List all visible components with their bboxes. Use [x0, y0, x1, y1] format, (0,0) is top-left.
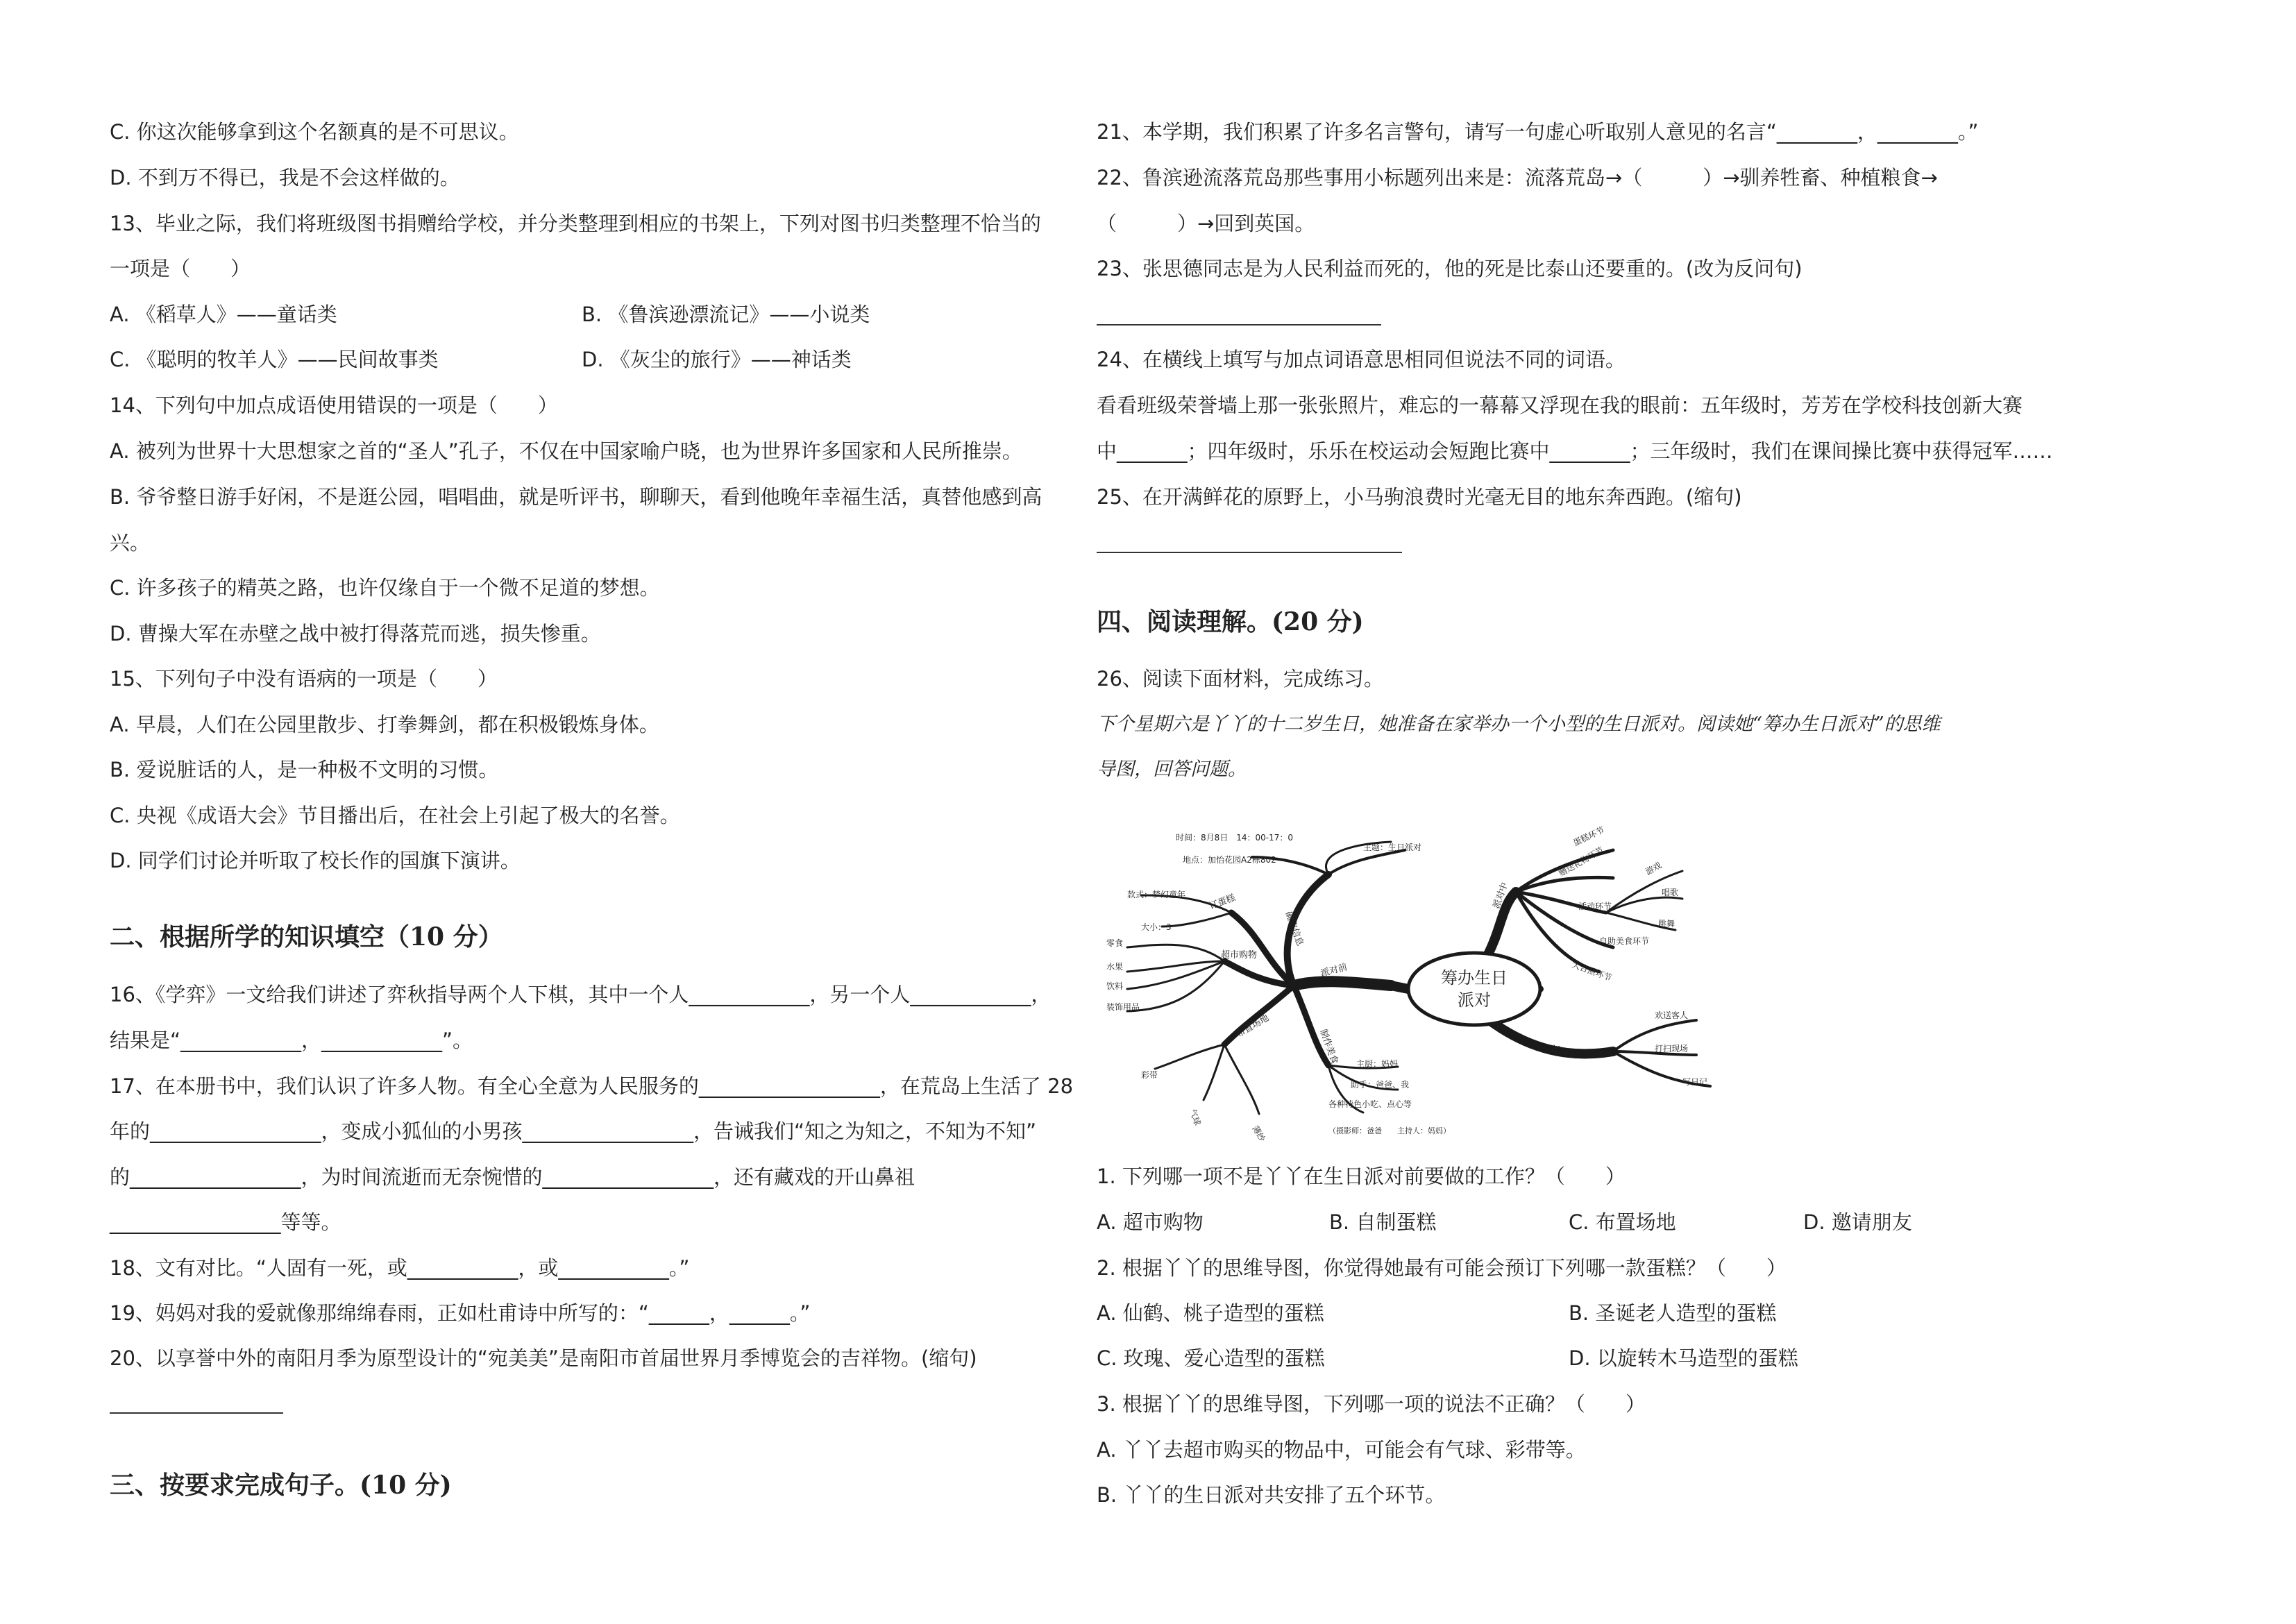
question-24-passage-cont: 中_______；四年级时，乐乐在校运动会短跑比赛中________；三年级时，我们在课间操比赛中获得冠军……	[1097, 439, 2053, 463]
leaf-gift: 赠送礼物环节	[1557, 845, 1605, 879]
leaf-helper: 助手：爸爸、我	[1351, 1080, 1410, 1090]
question-17-cont-2: 的_________________，为时间流逝而无奈惋惜的_________________，还有藏戏的开山鼻祖	[110, 1165, 915, 1189]
sub-question-3: 3. 根据丫丫的思维导图，下列哪一项的说法不正确？（ ）	[1097, 1392, 1646, 1416]
node-after: 派对后	[1549, 1044, 1579, 1061]
q15-option-c: C. 央视《成语大会》节目播出后，在社会上引起了极大的名誉。	[110, 804, 680, 827]
leaf-gauze: 薄纱	[1250, 1124, 1267, 1144]
birthday-party-mind-map	[1099, 822, 1745, 1149]
sq2-option-c: C. 玫瑰、爱心造型的蛋糕	[1097, 1346, 1325, 1370]
sq3-option-a: A. 丫丫去超市购买的物品中，可能会有气球、彩带等。	[1097, 1438, 1586, 1462]
question-24: 24、在横线上填写与加点词语意思相同但说法不同的词语。	[1097, 348, 1626, 371]
leaf-buffet: 自助美食环节	[1599, 936, 1650, 946]
q13-option-a: A. 《稻草人》——童话类	[110, 303, 337, 326]
question-13-stem: 13、毕业之际，我们将班级图书捐赠给学校，并分类整理到相应的书架上，下列对图书归类整理不恰当的	[110, 212, 1041, 235]
sq1-option-d: D. 邀请朋友	[1803, 1210, 1912, 1234]
question-20: 20、以享誉中外的南阳月季为原型设计的“宛美美”是南阳市首届世界月季博览会的吉祥物。(缩句)	[110, 1346, 977, 1370]
question-17: 17、在本册书中，我们认识了许多人物。有全心全意为人民服务的__________________，在荒岛上生活了 28	[110, 1074, 1074, 1098]
q13-option-b: B. 《鲁滨逊漂流记》——小说类	[582, 303, 870, 326]
option-c-text: C. 你这次能够拿到这个名额真的是不可思议。	[110, 120, 519, 144]
answer-line-23[interactable]	[1097, 324, 1381, 325]
sq3-option-b: B. 丫丫的生日派对共安排了五个环节。	[1097, 1483, 1446, 1507]
question-22: 22、鲁滨逊流落荒岛那些事用小标题列出来是：流落荒岛→（ ）→驯养牲畜、种植粮食→	[1097, 166, 1938, 189]
sq2-option-b: B. 圣诞老人造型的蛋糕	[1569, 1301, 1777, 1325]
branch-before	[1294, 981, 1391, 986]
sq1-option-b: B. 自制蛋糕	[1329, 1210, 1437, 1234]
question-16-cont: 结果是“____________，____________”。	[110, 1029, 473, 1052]
leaf-games: 游戏	[1644, 860, 1664, 877]
leaf-photo-part: 大合照环节	[1570, 959, 1614, 983]
sub-question-2: 2. 根据丫丫的思维导图，你觉得她最有可能会预订下列哪一款蛋糕？（ ）	[1097, 1256, 1787, 1280]
leaf-ribbon: 彩带	[1141, 1070, 1158, 1080]
sq2-option-d: D. 以旋转木马造型的蛋糕	[1569, 1346, 1798, 1370]
q15-option-d: D. 同学们讨论并听取了校长作的国旗下演讲。	[110, 849, 521, 872]
info-style: 款式：梦幻童年	[1127, 890, 1186, 899]
q14-option-a: A. 被列为世界十大思想家之首的“圣人”孔子，不仅在中国家喻户晓，也为世界许多国家和人民所推崇。	[110, 439, 1022, 463]
answer-line-20[interactable]	[110, 1412, 283, 1414]
question-16: 16、《学弈》一文给我们讲述了弈秋指导两个人下棋，其中一个人____________，另一个人____________，	[110, 983, 1052, 1006]
q13-option-c: C. 《聪明的牧羊人》——民间故事类	[110, 348, 439, 371]
node-order-cake: 订蛋糕	[1208, 893, 1238, 912]
leaf-decor: 装饰用品	[1106, 1002, 1140, 1012]
leaf-dishes: 各种特色小吃、点心等	[1328, 1099, 1412, 1109]
section-4-heading: 四、阅读理解。(20 分)	[1097, 607, 1364, 636]
question-22-cont: （ ）→回到英国。	[1097, 212, 1315, 235]
leaf-balloon: 气球	[1188, 1108, 1203, 1127]
leaf-singing: 唱歌	[1662, 888, 1679, 897]
center-label-1: 筹办生日	[1441, 968, 1508, 988]
question-21: 21、本学期，我们积累了许多名言警句，请写一句虚心听取别人意见的名言“________，________。”	[1097, 120, 1979, 144]
leaf-see-off: 欢送客人	[1655, 1010, 1689, 1020]
section-3-heading: 三、按要求完成句子。(10 分)	[110, 1471, 452, 1500]
q15-option-b: B. 爱说脏话的人，是一种极不文明的习惯。	[110, 758, 499, 781]
sq2-option-a: A. 仙鹤、桃子造型的蛋糕	[1097, 1301, 1324, 1325]
leaf-clean: 打扫现场	[1655, 1044, 1689, 1054]
info-size: 大小：3	[1141, 922, 1172, 932]
option-d-text: D. 不到万不得已，我是不会这样做的。	[110, 166, 460, 189]
question-17-cont-3: _________________等等。	[110, 1210, 341, 1234]
question-25: 25、在开满鲜花的原野上，小马驹浪费时光毫无目的地东奔西跑。(缩句)	[1097, 485, 1742, 509]
question-26: 26、阅读下面材料，完成练习。	[1097, 667, 1384, 691]
sq1-option-c: C. 布置场地	[1569, 1210, 1676, 1234]
info-place: 地点：加怡花园A2栋802	[1183, 855, 1276, 865]
section-2-heading: 二、根据所学的知识填空（10 分）	[110, 922, 503, 951]
q13-option-d: D. 《灰尘的旅行》——神话类	[582, 348, 852, 371]
node-during: 派对中	[1491, 881, 1511, 911]
node-make-food: 制作美食	[1317, 1028, 1340, 1066]
node-before: 派对前	[1319, 962, 1349, 979]
question-17-cont-1: 年的_________________，变成小狐仙的小男孩_________________，告诫我们“知之为知之，不知为不知”	[110, 1119, 1037, 1143]
info-theme: 主题：生日派对	[1363, 843, 1422, 852]
sub-question-1: 1. 下列哪一项不是丫丫在生日派对前要做的工作？（ ）	[1097, 1165, 1626, 1188]
leaf-fruit: 水果	[1106, 962, 1124, 972]
reading-passage-cont: 导图，回答问题。	[1097, 759, 1247, 780]
node-arrange: 布置场地	[1234, 1013, 1272, 1040]
info-time: 时间：8月8日 14：00-17：0	[1176, 833, 1294, 843]
q15-option-a: A. 早晨，人们在公园里散步、打拳舞剑，都在积极锻炼身体。	[110, 713, 659, 736]
question-13-stem-cont: 一项是（ ）	[110, 257, 251, 280]
leaf-drinks: 饮料	[1106, 981, 1124, 991]
q14-option-d: D. 曹操大军在赤壁之战中被打得落荒而逃，损失惨重。	[110, 622, 601, 645]
leaf-photo-host: （摄影师：爸爸 主持人：妈妈）	[1328, 1126, 1451, 1135]
sq1-option-a: A. 超市购物	[1097, 1210, 1204, 1234]
question-19: 19、妈妈对我的爱就像那绵绵春雨，正如杜甫诗中所写的：“______，______。”	[110, 1301, 811, 1325]
leaf-cake-part: 蛋糕环节	[1571, 824, 1606, 848]
leaf-snacks: 零食	[1106, 938, 1124, 948]
node-market: 超市购物	[1221, 950, 1258, 961]
q14-option-b-cont: 兴。	[110, 531, 151, 555]
node-confirm-info: 确定信息	[1283, 910, 1306, 948]
leaf-chef: 主厨：妈妈	[1356, 1059, 1399, 1069]
center-label-2: 派对	[1458, 990, 1491, 1010]
question-18: 18、文有对比。“人固有一死，或___________，或___________。”	[110, 1256, 690, 1280]
leaf-dancing: 跳舞	[1658, 919, 1675, 929]
q14-option-c: C. 许多孩子的精英之路，也许仅缘自于一个微不足道的梦想。	[110, 576, 660, 600]
leaf-diary: 写日记	[1682, 1077, 1708, 1087]
reading-passage: 下个星期六是丫丫的十二岁生日，她准备在家举办一个小型的生日派对。阅读她“筹办生日派对”的思维	[1097, 713, 1941, 735]
q14-option-b: B. 爷爷整日游手好闲，不是逛公园，唱唱曲，就是听评书，聊聊天，看到他晚年幸福生活，真替他感到高	[110, 485, 1043, 509]
question-15-stem: 15、下列句子中没有语病的一项是（ ）	[110, 667, 498, 691]
leaf-activities: 活动环节	[1578, 902, 1612, 911]
question-14-stem: 14、下列句中加点成语使用错误的一项是（ ）	[110, 394, 558, 417]
branch-arrange	[1224, 986, 1294, 1044]
question-23: 23、张思德同志是为人民利益而死的，他的死是比泰山还要重的。(改为反问句)	[1097, 257, 1803, 280]
answer-line-25[interactable]	[1097, 552, 1402, 553]
question-24-passage: 看看班级荣誉墙上那一张张照片，难忘的一幕幕又浮现在我的眼前：五年级时，芳芳在学校科技创新大赛	[1097, 394, 2023, 417]
mind-map-center-node	[1408, 953, 1540, 1025]
branch-food	[1294, 986, 1328, 1065]
